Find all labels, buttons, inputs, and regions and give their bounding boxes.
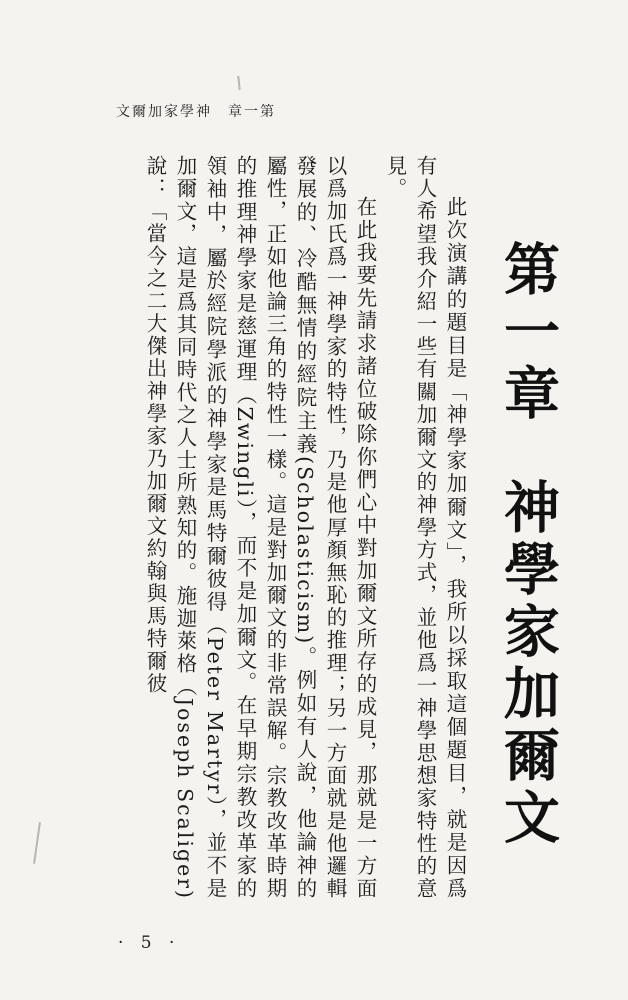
paragraph: 此次演講的題目是「神學家加爾文」，我所以採取這個題目，就是因爲有人希望我介紹一些有關加爾文的神學方式，並他爲一神學思想家特性的意見。 [383, 155, 467, 900]
body-text [130, 155, 470, 900]
chapter-number: 第一章 [495, 240, 561, 426]
scan-mark [237, 76, 240, 90]
chapter-heading [496, 240, 560, 850]
page-number: · 5 · [118, 933, 181, 953]
paragraph: 在此我要先請求諸位破除你們心中對加爾文所存的成見，那就是一方面以爲加氏爲一神學家的特性，乃是他厚顏無恥的推理；另一方面就是他邏輯發展的、冷酷無情的經院主義(Scholasticism)。例如有人說，他論神的屬性，正如他論三角的特性一樣。這是對加爾文的非常誤解。宗教改革時期的推理神學家是慈運理（Zwingli），而不是加爾文。在早期宗教改革家的領袖中，屬於經院學派的神學家是馬特爾彼得（Peter Martyr），並不是加爾文，這是爲其同時代之人士所熟知的。施迦萊格（Joseph Scaliger)說：「當今之二大傑出神學家乃加爾文約翰與馬特爾彼 [143, 155, 377, 900]
chapter-title: 神學家加爾文 [495, 478, 561, 850]
scan-mark [33, 822, 41, 864]
running-header: 文爾加家學神 章一第 [116, 104, 276, 120]
